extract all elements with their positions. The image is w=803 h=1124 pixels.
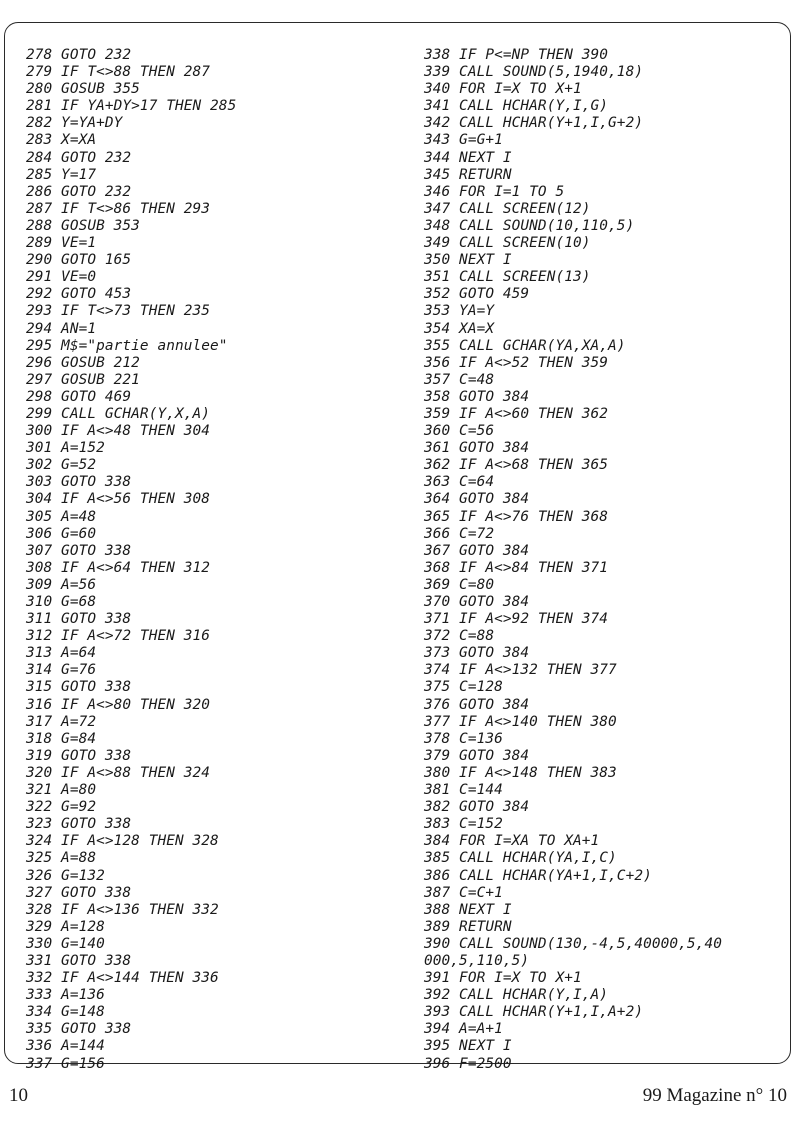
code-line: 314 G=76 bbox=[26, 662, 97, 679]
code-line: 307 GOTO 338 bbox=[26, 542, 132, 559]
code-line: 335 GOTO 338 bbox=[26, 1021, 132, 1038]
code-line: 354 XA=X bbox=[424, 320, 495, 337]
code-line: 309 A=56 bbox=[26, 576, 97, 593]
code-line: 330 G=140 bbox=[26, 935, 105, 952]
code-line: 396 F=2500 bbox=[424, 1055, 512, 1072]
code-line: 328 IF A<>136 THEN 332 bbox=[26, 901, 219, 918]
code-line: 293 IF T<>73 THEN 235 bbox=[26, 303, 211, 320]
code-line: 287 IF T<>86 THEN 293 bbox=[26, 200, 211, 217]
code-line: 282 Y=YA+DY bbox=[26, 115, 123, 132]
code-line: 361 GOTO 384 bbox=[424, 440, 530, 457]
code-line: 315 GOTO 338 bbox=[26, 679, 132, 696]
code-line: 373 GOTO 384 bbox=[424, 645, 530, 662]
code-line: 329 A=128 bbox=[26, 918, 105, 935]
listing-frame bbox=[4, 22, 791, 1072]
code-line: 289 VE=1 bbox=[26, 235, 97, 252]
code-line: 306 G=60 bbox=[26, 525, 97, 542]
code-line: 300 IF A<>48 THEN 304 bbox=[26, 423, 211, 440]
code-line: 312 IF A<>72 THEN 316 bbox=[26, 628, 211, 645]
code-line: 388 NEXT I bbox=[424, 901, 512, 918]
code-line: 370 GOTO 384 bbox=[424, 594, 530, 610]
code-line: 372 C=88 bbox=[424, 628, 495, 645]
code-line: 304 IF A<>56 THEN 308 bbox=[26, 491, 211, 508]
code-line: 298 GOTO 469 bbox=[26, 388, 132, 405]
code-line: 340 FOR I=X TO X+1 bbox=[424, 81, 582, 98]
code-line: 288 GOSUB 353 bbox=[26, 217, 140, 234]
code-line: 332 IF A<>144 THEN 336 bbox=[26, 970, 219, 987]
code-line: 387 C=C+1 bbox=[424, 884, 503, 901]
code-line: 348 CALL SOUND(10,110,5) bbox=[424, 217, 635, 234]
code-line: 325 A=88 bbox=[26, 850, 97, 867]
code-line: 350 NEXT I bbox=[424, 252, 512, 269]
code-line: 296 GOSUB 212 bbox=[26, 354, 140, 371]
code-line: 278 GOTO 232 bbox=[26, 47, 132, 63]
code-line: 390 CALL SOUND(130,-4,5,40000,5,40 bbox=[424, 935, 722, 952]
code-line: 374 IF A<>132 THEN 377 bbox=[424, 662, 617, 679]
code-line: 394 A=A+1 bbox=[424, 1021, 503, 1038]
code-line: 342 CALL HCHAR(Y+1,I,G+2) bbox=[424, 115, 644, 132]
code-line: 385 CALL HCHAR(YA,I,C) bbox=[424, 850, 617, 867]
code-line: 291 VE=0 bbox=[26, 269, 97, 286]
code-line: 389 RETURN bbox=[424, 918, 512, 935]
code-line: 317 A=72 bbox=[26, 713, 97, 730]
code-line: 376 GOTO 384 bbox=[424, 696, 530, 713]
code-line: 311 GOTO 338 bbox=[26, 611, 132, 628]
code-line: 347 CALL SCREEN(12) bbox=[424, 200, 591, 217]
code-line: 384 FOR I=XA TO XA+1 bbox=[424, 833, 600, 850]
code-line: 341 CALL HCHAR(Y,I,G) bbox=[424, 98, 609, 115]
code-line: 326 G=132 bbox=[26, 867, 105, 884]
code-line: 297 GOSUB 221 bbox=[26, 371, 140, 388]
code-line: 283 X=XA bbox=[26, 132, 97, 149]
code-line: 345 RETURN bbox=[424, 166, 512, 183]
code-line: 310 G=68 bbox=[26, 594, 97, 610]
code-line: 285 Y=17 bbox=[26, 166, 97, 183]
code-line: 334 G=148 bbox=[26, 1004, 105, 1021]
code-line: 299 CALL GCHAR(Y,X,A) bbox=[26, 405, 211, 422]
code-line: 380 IF A<>148 THEN 383 bbox=[424, 764, 617, 781]
code-line: 357 C=48 bbox=[424, 371, 495, 388]
code-line: 295 M$="partie annulee" bbox=[26, 337, 228, 354]
code-line: 377 IF A<>140 THEN 380 bbox=[424, 713, 617, 730]
code-line: 346 FOR I=1 TO 5 bbox=[424, 183, 565, 200]
code-line: 327 GOTO 338 bbox=[26, 884, 132, 901]
code-line: 302 G=52 bbox=[26, 457, 97, 474]
page-number: 10 bbox=[9, 1085, 28, 1106]
code-line: 290 GOTO 165 bbox=[26, 252, 132, 269]
code-line: 367 GOTO 384 bbox=[424, 542, 530, 559]
code-line: 381 C=144 bbox=[424, 782, 503, 799]
code-line: 292 GOTO 453 bbox=[26, 286, 132, 303]
code-line: 395 NEXT I bbox=[424, 1038, 512, 1055]
code-line: 320 IF A<>88 THEN 324 bbox=[26, 764, 211, 781]
code-line: 383 C=152 bbox=[424, 816, 503, 833]
code-line: 305 A=48 bbox=[26, 508, 97, 525]
code-line: 363 C=64 bbox=[424, 474, 495, 491]
code-line: 336 A=144 bbox=[26, 1038, 105, 1055]
code-line: 284 GOTO 232 bbox=[26, 149, 132, 166]
code-line: 343 G=G+1 bbox=[424, 132, 503, 149]
code-line: 319 GOTO 338 bbox=[26, 747, 132, 764]
code-line: 322 G=92 bbox=[26, 799, 97, 816]
code-line: 393 CALL HCHAR(Y+1,I,A+2) bbox=[424, 1004, 644, 1021]
code-line: 352 GOTO 459 bbox=[424, 286, 530, 303]
code-line: 386 CALL HCHAR(YA+1,I,C+2) bbox=[424, 867, 652, 884]
code-line: 375 C=128 bbox=[424, 679, 503, 696]
code-line: 359 IF A<>60 THEN 362 bbox=[424, 405, 609, 422]
code-line: 338 IF P<=NP THEN 390 bbox=[424, 47, 609, 63]
code-line: 321 A=80 bbox=[26, 782, 97, 799]
code-line: 353 YA=Y bbox=[424, 303, 495, 320]
listing-right-column bbox=[424, 47, 722, 1073]
code-line: 369 C=80 bbox=[424, 576, 495, 593]
code-line: 379 GOTO 384 bbox=[424, 747, 530, 764]
code-line: 339 CALL SOUND(5,1940,18) bbox=[424, 64, 644, 81]
code-line: 366 C=72 bbox=[424, 525, 495, 542]
code-line: 331 GOTO 338 bbox=[26, 952, 132, 969]
code-line: 313 A=64 bbox=[26, 645, 97, 662]
code-line: 392 CALL HCHAR(Y,I,A) bbox=[424, 987, 609, 1004]
code-line: 365 IF A<>76 THEN 368 bbox=[424, 508, 609, 525]
code-line: 382 GOTO 384 bbox=[424, 799, 530, 816]
code-line: 368 IF A<>84 THEN 371 bbox=[424, 559, 609, 576]
code-line: 324 IF A<>128 THEN 328 bbox=[26, 833, 219, 850]
code-line: 358 GOTO 384 bbox=[424, 388, 530, 405]
code-line: 391 FOR I=X TO X+1 bbox=[424, 970, 582, 987]
code-line: 323 GOTO 338 bbox=[26, 816, 132, 833]
code-line: 362 IF A<>68 THEN 365 bbox=[424, 457, 609, 474]
code-line: 000,5,110,5) bbox=[424, 952, 530, 969]
code-line: 286 GOTO 232 bbox=[26, 183, 132, 200]
code-line: 333 A=136 bbox=[26, 987, 105, 1004]
listing-left-column bbox=[26, 47, 236, 1073]
code-line: 355 CALL GCHAR(YA,XA,A) bbox=[424, 337, 626, 354]
code-line: 344 NEXT I bbox=[424, 149, 512, 166]
code-line: 349 CALL SCREEN(10) bbox=[424, 235, 591, 252]
code-line: 308 IF A<>64 THEN 312 bbox=[26, 559, 211, 576]
code-line: 371 IF A<>92 THEN 374 bbox=[424, 611, 609, 628]
code-line: 301 A=152 bbox=[26, 440, 105, 457]
magazine-issue: 99 Magazine n° 10 bbox=[642, 1085, 787, 1106]
code-line: 364 GOTO 384 bbox=[424, 491, 530, 508]
code-line: 281 IF YA+DY>17 THEN 285 bbox=[26, 98, 237, 115]
code-line: 294 AN=1 bbox=[26, 320, 97, 337]
code-line: 360 C=56 bbox=[424, 423, 495, 440]
code-line: 378 C=136 bbox=[424, 730, 503, 747]
code-line: 279 IF T<>88 THEN 287 bbox=[26, 64, 211, 81]
code-line: 303 GOTO 338 bbox=[26, 474, 132, 491]
code-line: 351 CALL SCREEN(13) bbox=[424, 269, 591, 286]
code-line: 337 G=156 bbox=[26, 1055, 105, 1072]
code-line: 316 IF A<>80 THEN 320 bbox=[26, 696, 211, 713]
code-line: 318 G=84 bbox=[26, 730, 97, 747]
code-line: 280 GOSUB 355 bbox=[26, 81, 140, 98]
code-line: 356 IF A<>52 THEN 359 bbox=[424, 354, 609, 371]
